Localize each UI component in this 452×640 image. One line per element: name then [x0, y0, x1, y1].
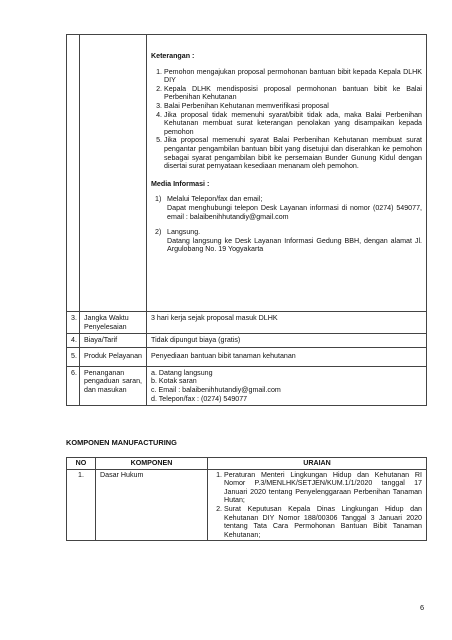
table-header-row — [67, 458, 427, 470]
procedure-notes-cell — [147, 35, 427, 312]
table-row: 6. Penanganan pengaduan saran, dan masukan a. Datang langsung b. Kotak saran c. Email : balaibenihhutandiy@gmail.com d. Telepon/fax : (0274) 549077 — [67, 366, 427, 405]
media-informasi-title: Media Informasi : — [151, 179, 210, 188]
list-item: c. Email : balaibenihhutandiy@gmail.com — [151, 385, 281, 394]
service-info-table — [66, 34, 427, 406]
page-number: 6 — [420, 603, 425, 612]
uraian-list — [212, 471, 422, 540]
list-item: 2. Kepala DLHK mendisposisi proposal permohonan bantuan bibit ke Balai Perbenihan Kehutanan — [164, 85, 422, 102]
list-item: b. Kotak saran — [151, 377, 197, 386]
keterangan-list — [151, 68, 422, 171]
list-item: 5. Jika proposal memenuhi syarat Balai Perbenihan Kehutanan membuat surat pengantar pengambilan bantuan bibit yang disetujui dan diserahkan ke pemohon sebagai syarat pengambilan bibit ke persemaian Bunder Gunung Kidul dengan disertai surat pernyataan kesediaan menanam oleh pemohon. — [164, 136, 422, 170]
table-row: 3. Jangka Waktu Penyelesaian 3 hari kerja sejak proposal masuk DLHK — [67, 312, 427, 334]
table-row: 4. Biaya/Tarif Tidak dipungut biaya (gratis) — [67, 334, 427, 348]
list-item: 3. Balai Perbenihan Kehutanan memverifikasi proposal — [164, 102, 422, 111]
complaint-channel-list — [151, 369, 422, 403]
table-row: 5. Produk Pelayanan Penyediaan bantuan bibit tanaman kehutanan — [67, 347, 427, 366]
section-title: KOMPONEN MANUFACTURING — [66, 438, 177, 447]
media-item: 2) Langsung. Datang langsung ke Desk Layanan Informasi Gedung BBH, dengan alamat Jl. Argulobang No. 19 Yogyakarta — [155, 228, 422, 254]
column-header: NO — [67, 458, 96, 470]
media-item: 1) Melalui Telepon/fax dan email; Dapat menghubungi telepon Desk Layanan informasi di nomor (0274) 549077, email : balaibenihhutandiy@gmail.com — [155, 195, 422, 221]
list-item: 4. Jika proposal tidak memenuhi syarat/bibit tidak ada, maka Balai Perbenihan Kehutanan membuat surat keterangan penolakan yang disampaikan kepada pemohon — [164, 111, 422, 137]
column-header: URAIAN — [208, 458, 427, 470]
list-item: d. Telepon/fax : (0274) 549077 — [151, 394, 248, 403]
list-item: 1. Pemohon mengajukan proposal permohonan bantuan bibit kepada Kepala DLHK DIY — [164, 68, 422, 85]
component-table — [66, 457, 427, 541]
keterangan-title: Keterangan : — [151, 52, 195, 60]
procedure-row — [67, 35, 427, 312]
list-item: 2. Surat Keputusan Kepala Dinas Lingkungan Hidup dan Kehutanan DIY Nomor 188/00306 Tanggal 3 Januari 2020 tentang Tata Cara Permohonan Bantuan Bibit Tanaman Kehutanan; — [224, 505, 422, 539]
table-row: 1. Dasar Hukum 1. Peraturan Menteri Lingkungan Hidup dan Kehutanan RI Nomor P.3/MENLHK/SETJEN/KUM.1/1/2020 tanggal 17 Januari 2020 tentang Penyelenggaraan Perbenihan Tanaman Hutan; 2. Surat Keputusan Kepala Dinas Lingkungan Hidup dan Kehutanan DIY Nomor 188/00306 Tanggal 3 Januari 2020 tentang Tata Cara Permohonan Bantuan Bibit Tanaman Kehutanan; — [67, 469, 427, 541]
list-item: a. Datang langsung — [151, 368, 213, 377]
list-item: 1. Peraturan Menteri Lingkungan Hidup dan Kehutanan RI Nomor P.3/MENLHK/SETJEN/KUM.1/1/2020 tanggal 17 Januari 2020 tentang Penyelenggaraan Perbenihan Tanaman Hutan; — [224, 471, 422, 505]
column-header: KOMPONEN — [96, 458, 208, 470]
